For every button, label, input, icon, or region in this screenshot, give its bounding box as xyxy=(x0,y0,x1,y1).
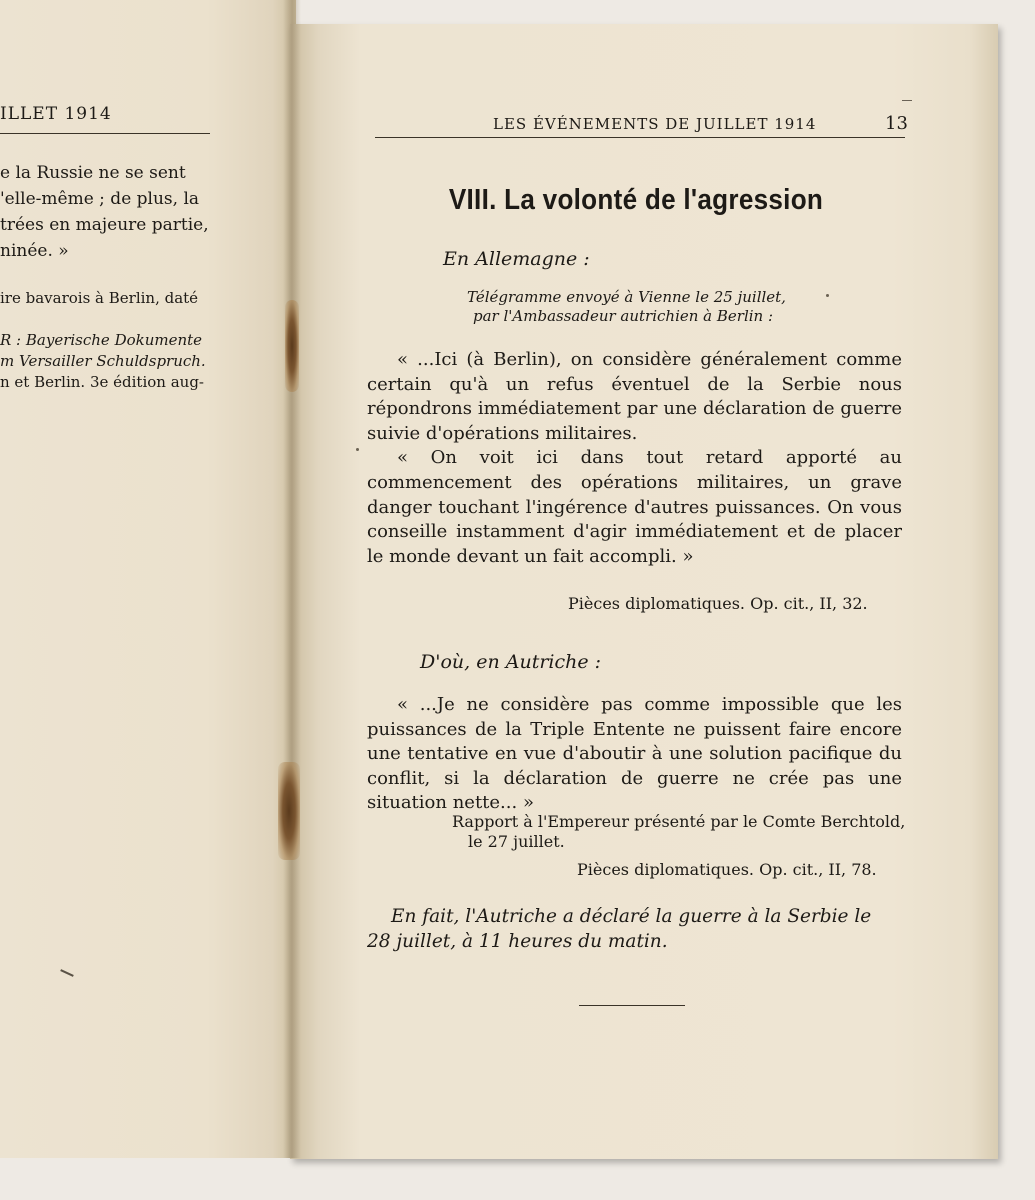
pencil-mark xyxy=(60,969,74,977)
page-number: 13 xyxy=(885,113,908,134)
paper-speck xyxy=(826,294,829,297)
left-header-rule xyxy=(0,133,210,134)
page-mark xyxy=(902,100,912,101)
quote-paragraph: « ...Je ne considère pas comme impossible que les puissances de la Triple Entente ne puissent faire encore une tentative en vue d'aboutir à une solution pacifique du conflit, si la déclaration de guerre ne crée pas une situation nette... » xyxy=(367,694,902,814)
quote-paragraph: « ...Ici (à Berlin), on considère généralement comme certain qu'à un refus éventuel de la Serbie nous répondrons immédiatement par une déclaration de guerre suivie d'opérations militaires. xyxy=(367,349,902,444)
section-heading-germany: En Allemagne : xyxy=(443,248,590,270)
spine-shadow xyxy=(283,0,301,1158)
quote-germany xyxy=(367,348,902,569)
left-running-header: ILLET 1914 xyxy=(0,104,112,124)
telegram-note-line2: par l'Ambassadeur autrichien à Berlin : xyxy=(473,307,774,325)
quote-austria xyxy=(367,693,902,816)
report-line1: Rapport à l'Empereur présenté par le Comte Berchtold, xyxy=(452,812,906,831)
left-ref-line: R : Bayerische Dokumente xyxy=(0,331,203,349)
closing-statement: En fait, l'Autriche a déclaré la guerre à la Serbie le 28 juillet, à 11 heures du matin. xyxy=(367,906,872,952)
left-body-text xyxy=(0,160,212,264)
left-body-line: 'elle-même ; de plus, la xyxy=(0,189,200,209)
left-note xyxy=(0,288,212,309)
left-ref-line: n et Berlin. 3e édition aug- xyxy=(0,373,204,391)
left-ref-line: m Versailler Schuldspruch. xyxy=(0,352,206,370)
section-heading-austria: D'où, en Autriche : xyxy=(420,651,602,673)
left-body-line: e la Russie ne se sent xyxy=(0,163,186,183)
left-body-line: ninée. » xyxy=(0,241,69,261)
staple xyxy=(285,300,299,392)
left-body-line: trées en majeure partie, xyxy=(0,215,209,235)
quote-paragraph: « On voit ici dans tout retard apporté au commencement des opérations militaires, un grave danger touchant l'ingérence d'autres puissances. On vous conseille instamment d'agir immédiatement et de placer le monde devant un fait accompli. » xyxy=(367,447,902,567)
end-rule xyxy=(579,1005,685,1006)
right-header-rule xyxy=(375,137,905,138)
source-citation-1: Pièces diplomatiques. Op. cit., II, 32. xyxy=(568,594,868,613)
source-citation-2: Pièces diplomatiques. Op. cit., II, 78. xyxy=(577,860,877,879)
staple xyxy=(278,762,300,860)
paper-speck xyxy=(356,448,359,451)
left-page xyxy=(0,0,296,1158)
telegram-note-line1: Télégramme envoyé à Vienne le 25 juillet, xyxy=(467,288,786,306)
report-line2: le 27 juillet. xyxy=(468,832,565,851)
chapter-title: VIII. La volonté de l'agression xyxy=(448,184,824,216)
right-page xyxy=(290,24,998,1159)
left-note-line: ire bavarois à Berlin, daté xyxy=(0,289,199,307)
left-reference xyxy=(0,330,212,393)
right-running-header: LES ÉVÉNEMENTS DE JUILLET 1914 xyxy=(493,115,817,133)
